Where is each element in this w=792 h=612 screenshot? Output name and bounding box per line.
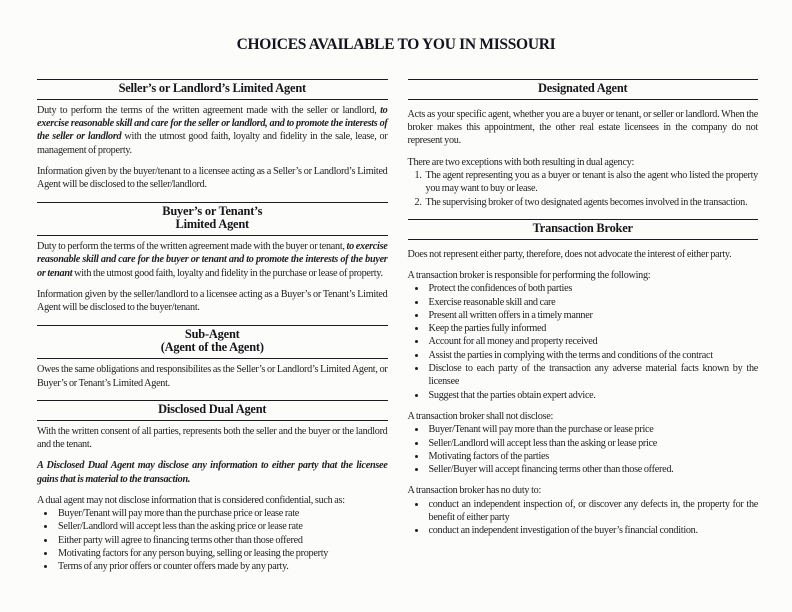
text-run: with the utmost good faith, loyalty and fidelity in the sale, lease, or management of property. xyxy=(37,131,388,156)
list-item: • conduct an independent inspection of, or discover any defects in, the property for the benefit of either party xyxy=(427,498,759,525)
left-column xyxy=(37,79,388,574)
section-buyer-tenant-limited-agent xyxy=(37,202,388,315)
section-sub-agent xyxy=(37,325,388,390)
text-run: Duty to perform the terms of the written agreement made with the buyer or tenant, xyxy=(37,241,347,253)
list-item: • Seller/Buyer will accept financing terms other than those offered. xyxy=(427,463,759,476)
heading-text: Disclosed Dual Agent xyxy=(158,401,267,416)
list-item: • Disclose to each party of the transaction any adverse material facts known by the licensee xyxy=(427,362,759,389)
section-heading xyxy=(408,219,759,240)
section-seller-landlord-limited-agent xyxy=(37,79,388,192)
text-run-bold-italic: to exercise reasonable skill and care for the seller or landlord, and to promote the interests of the seller or landlord xyxy=(37,104,388,143)
heading-text: Sub-Agent xyxy=(184,326,240,341)
list-item: • Present all written offers in a timely manner xyxy=(427,309,759,322)
text-run: with the utmost good faith, loyalty and fidelity in the purchase or lease of property. xyxy=(72,267,383,279)
heading-text: Limited Agent xyxy=(175,217,249,232)
list-item: 1. The agent representing you as a buyer or tenant is also the agent who listed the property you may want to buy or lease. xyxy=(424,169,759,196)
text-run: Duty to perform the terms of the written agreement made with the seller or landlord, xyxy=(37,104,381,116)
text-run-bold-italic: to exercise reasonable skill and care for the buyer or tenant and to promote the interests of the buyer or tenant xyxy=(37,241,388,279)
paragraph: Information given by the buyer/tenant to a licensee acting as a Seller’s or Landlord’s Limited Agent will be disclosed to the seller/landlord. xyxy=(37,165,388,191)
section-heading xyxy=(37,202,388,237)
list-item: • Motivating factors of the parties xyxy=(427,450,759,463)
section-heading xyxy=(37,325,388,360)
section-transaction-broker xyxy=(408,219,759,538)
list-item: • Motivating factors for any person buying, selling or leasing the property xyxy=(56,547,388,560)
list-item: • Assist the parties in complying with the terms and conditions of the contract xyxy=(427,349,759,362)
list-item: • Keep the parties fully informed xyxy=(427,322,759,335)
broker-responsibilities-bullet-list xyxy=(408,282,759,402)
right-column xyxy=(408,79,759,538)
heading-text: Transaction Broker xyxy=(532,220,633,235)
list-item: • Buyer/Tenant will pay more than the purchase price or lease rate xyxy=(56,507,388,520)
section-heading xyxy=(37,400,388,421)
paragraph-bold-italic: A Disclosed Dual Agent may disclose any information to either party that the licensee gains that is material to the transaction. xyxy=(37,460,388,485)
list-item: • Seller/Landlord will accept less than the asking price or lease rate xyxy=(56,520,388,533)
paragraph: There are two exceptions with both resulting in dual agency: xyxy=(407,156,635,168)
paragraph: Does not represent either party, therefore, does not advocate the interest of either party. xyxy=(407,248,732,260)
list-item: • Suggest that the parties obtain expert advice. xyxy=(427,389,759,402)
section-designated-agent xyxy=(408,79,759,209)
list-item: • Either party will agree to financing terms other than those offered xyxy=(56,534,388,547)
dual-agency-exceptions-numbered-list xyxy=(408,169,759,209)
broker-shall-not-disclose-bullet-list xyxy=(408,423,759,476)
paragraph: With the written consent of all parties, represents both the seller and the buyer or the landlord and the tenant. xyxy=(37,425,388,450)
list-item: • Protect the confidences of both parties xyxy=(427,282,759,295)
paragraph: A transaction broker has no duty to: xyxy=(407,485,542,497)
section-disclosed-dual-agent xyxy=(37,400,388,574)
paragraph: A dual agent may not disclose information that is considered confidential, such as: xyxy=(37,494,345,506)
list-item: • Exercise reasonable skill and care xyxy=(427,296,759,309)
list-item: • Seller/Landlord will accept less than the asking or lease price xyxy=(427,437,759,450)
page-title: CHOICES AVAILABLE TO YOU IN MISSOURI xyxy=(236,36,556,53)
paragraph xyxy=(37,240,388,280)
list-item: 2. The supervising broker of two designated agents becomes involved in the transaction. xyxy=(424,196,759,209)
list-item: • conduct an independent investigation of the buyer’s financial condition. xyxy=(427,524,759,537)
section-heading xyxy=(408,79,759,100)
heading-text: Designated Agent xyxy=(538,81,628,95)
heading-text: Seller’s or Landlord’s Limited Agent xyxy=(118,81,306,95)
list-item: • Buyer/Tenant will pay more than the purchase or lease price xyxy=(427,423,759,436)
section-heading xyxy=(37,79,388,100)
paragraph xyxy=(37,104,388,157)
paragraph: A transaction broker is responsible for performing the following: xyxy=(407,269,651,281)
confidential-items-bullet-list xyxy=(37,507,388,573)
paragraph: Acts as your specific agent, whether you are a buyer or tenant, or seller or landlord. When the broker makes this appointment, the other real estate licensees in the company do not represent you. xyxy=(407,108,758,147)
paragraph: Owes the same obligations and responsibilites as the Seller’s or Landlord’s Limited Agent, or Buyer’s or Tenant’s Limited Agent. xyxy=(37,364,388,389)
paragraph: A transaction broker shall not disclose: xyxy=(407,410,554,422)
list-item: • Terms of any prior offers or counter offers made by any party. xyxy=(56,560,388,573)
paragraph: Information given by the seller/landlord to a licensee acting as a Buyer’s or Tenant’s Limited Agent will be disclosed to the buyer/tenant. xyxy=(37,289,388,314)
heading-text: (Agent of the Agent) xyxy=(160,340,264,355)
heading-text: Buyer’s or Tenant’s xyxy=(162,203,263,218)
broker-no-duty-bullet-list xyxy=(408,498,759,538)
list-item: • Account for all money and property received xyxy=(427,335,759,348)
two-column-layout xyxy=(0,79,792,574)
